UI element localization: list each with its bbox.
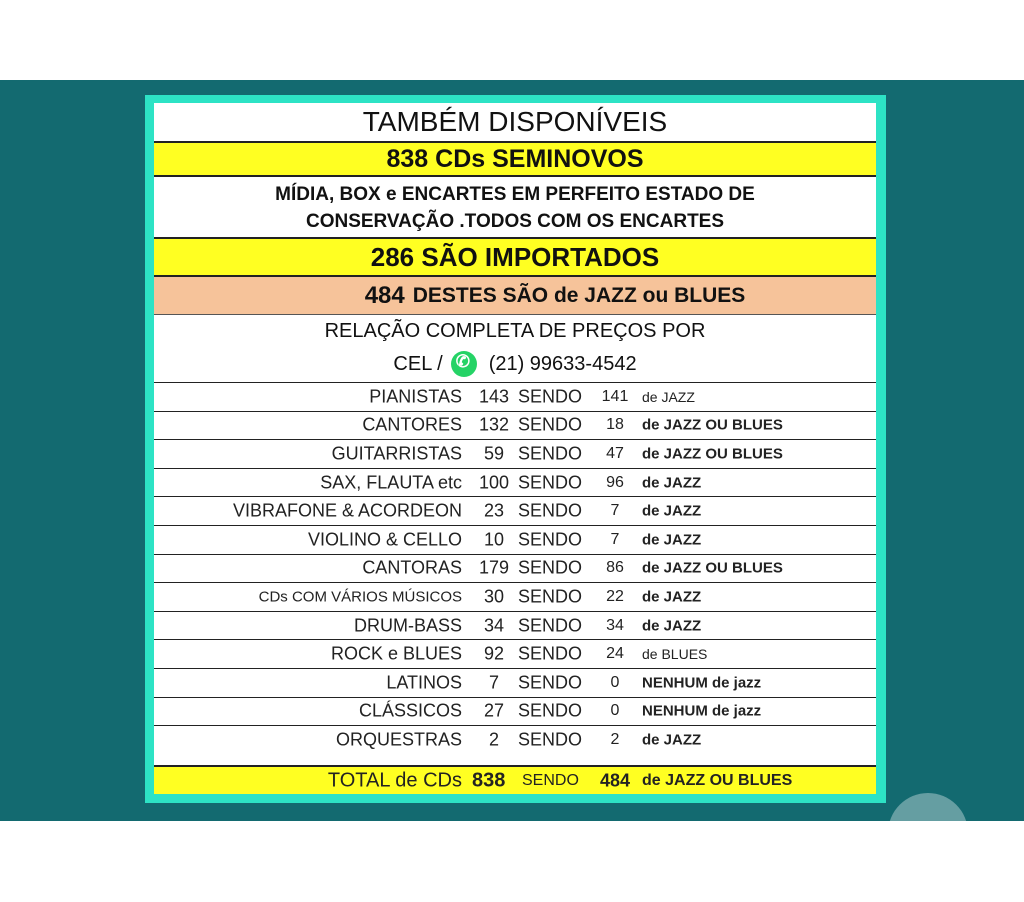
row-sendo: SENDO [518, 557, 583, 578]
table-row [154, 582, 876, 611]
row-jazz-count: 0 [610, 702, 620, 720]
row-jazz-count: 22 [606, 587, 624, 605]
price-list-note: RELAÇÃO COMPLETA DE PREÇOS POR [324, 319, 706, 342]
row-description: NENHUM de jazz [642, 674, 762, 692]
row-jazz-count: 0 [610, 673, 620, 691]
jazz-count: 484 [364, 281, 405, 309]
flyer-card [145, 95, 886, 803]
table-row [154, 525, 876, 554]
flyer-content [154, 103, 876, 794]
row-jazz-count: 2 [610, 730, 620, 748]
row-count: 34 [483, 615, 505, 636]
row-sendo: SENDO [518, 586, 583, 607]
row-description: de JAZZ OU BLUES [642, 445, 783, 463]
row-category: PIANISTAS [369, 386, 462, 407]
row-category: ORQUESTRAS [335, 729, 462, 750]
table-row [154, 496, 876, 525]
table-row [154, 668, 876, 697]
row-description: de JAZZ [642, 731, 702, 749]
row-count: 100 [478, 472, 510, 493]
whatsapp-icon [451, 351, 477, 377]
row-category: CDs COM VÁRIOS MÚSICOS [258, 588, 462, 606]
row-count: 92 [483, 643, 505, 664]
flyer-title: TAMBÉM DISPONÍVEIS [362, 106, 668, 137]
cds-count-banner: 838 CDs SEMINOVOS [154, 141, 876, 177]
contact-phone: (21) 99633-4542 [488, 352, 637, 375]
row-sendo: SENDO [518, 615, 583, 636]
contact-line [154, 347, 876, 381]
row-category: SAX, FLAUTA etc [320, 472, 462, 493]
row-sendo: SENDO [518, 700, 583, 721]
row-count: 23 [483, 500, 505, 521]
row-jazz-count: 96 [606, 473, 624, 491]
table-row [154, 725, 876, 754]
table-row [154, 554, 876, 583]
row-category: VIBRAFONE & ACORDEON [232, 500, 462, 521]
total-desc: de JAZZ OU BLUES [642, 771, 793, 789]
table-row [154, 639, 876, 668]
row-category: GUITARRISTAS [331, 443, 462, 464]
row-jazz-count: 7 [610, 530, 620, 548]
row-count: 59 [483, 443, 505, 464]
row-jazz-count: 7 [610, 502, 620, 520]
row-category: DRUM-BASS [353, 615, 462, 636]
row-jazz-count: 34 [606, 616, 624, 634]
row-description: de JAZZ [642, 388, 695, 405]
condition-description [154, 177, 876, 239]
row-description: de JAZZ [642, 588, 702, 606]
row-count: 132 [478, 414, 510, 435]
row-category: LATINOS [386, 672, 462, 693]
total-sendo: SENDO [522, 771, 579, 789]
row-sendo: SENDO [518, 672, 583, 693]
row-sendo: SENDO [518, 729, 583, 750]
row-sendo: SENDO [518, 529, 583, 550]
row-description: de JAZZ [642, 474, 702, 492]
row-sendo: SENDO [518, 443, 583, 464]
row-description: de JAZZ [642, 531, 702, 549]
total-row [154, 765, 876, 794]
row-jazz-count: 24 [606, 645, 624, 663]
row-description: de JAZZ [642, 502, 702, 520]
row-count: 27 [483, 700, 505, 721]
row-sendo: SENDO [518, 414, 583, 435]
description-line-1: MÍDIA, BOX e ENCARTES EM PERFEITO ESTADO DE [275, 184, 755, 205]
table-row [154, 439, 876, 468]
row-description: de JAZZ OU BLUES [642, 416, 783, 434]
row-jazz-count: 18 [606, 416, 624, 434]
row-description: de JAZZ OU BLUES [642, 559, 783, 577]
table-row [154, 382, 876, 411]
table-row [154, 697, 876, 726]
row-count: 7 [488, 672, 499, 693]
total-count: 838 [472, 769, 506, 791]
row-category: CANTORAS [362, 557, 462, 578]
description-line-2: CONSERVAÇÃO .TODOS COM OS ENCARTES [305, 211, 725, 232]
row-count: 10 [483, 529, 505, 550]
jazz-text: DESTES SÃO de JAZZ ou BLUES [412, 283, 746, 307]
row-description: NENHUM de jazz [642, 702, 762, 720]
row-jazz-count: 86 [606, 559, 624, 577]
row-count: 179 [478, 557, 510, 578]
total-label: TOTAL de CDs [327, 769, 462, 791]
row-jazz-count: 141 [601, 387, 629, 405]
row-sendo: SENDO [518, 643, 583, 664]
row-count: 143 [478, 386, 510, 407]
row-category: CANTORES [362, 414, 462, 435]
row-description: de JAZZ [642, 617, 702, 635]
row-description: de BLUES [642, 646, 708, 663]
imported-banner: 286 SÃO IMPORTADOS [154, 237, 876, 277]
row-count: 2 [488, 729, 499, 750]
row-count: 30 [483, 586, 505, 607]
category-table [154, 382, 876, 754]
row-jazz-count: 47 [606, 444, 624, 462]
row-category: CLÁSSICOS [358, 700, 462, 721]
contact-prefix: CEL / [393, 352, 443, 375]
row-category: ROCK e BLUES [330, 643, 462, 664]
row-category: VIOLINO & CELLO [307, 529, 462, 550]
row-sendo: SENDO [518, 386, 583, 407]
table-row [154, 411, 876, 440]
row-sendo: SENDO [518, 472, 583, 493]
table-row [154, 611, 876, 640]
total-jazz-count: 484 [600, 770, 631, 790]
table-row [154, 468, 876, 497]
row-sendo: SENDO [518, 500, 583, 521]
jazz-banner [154, 277, 876, 315]
